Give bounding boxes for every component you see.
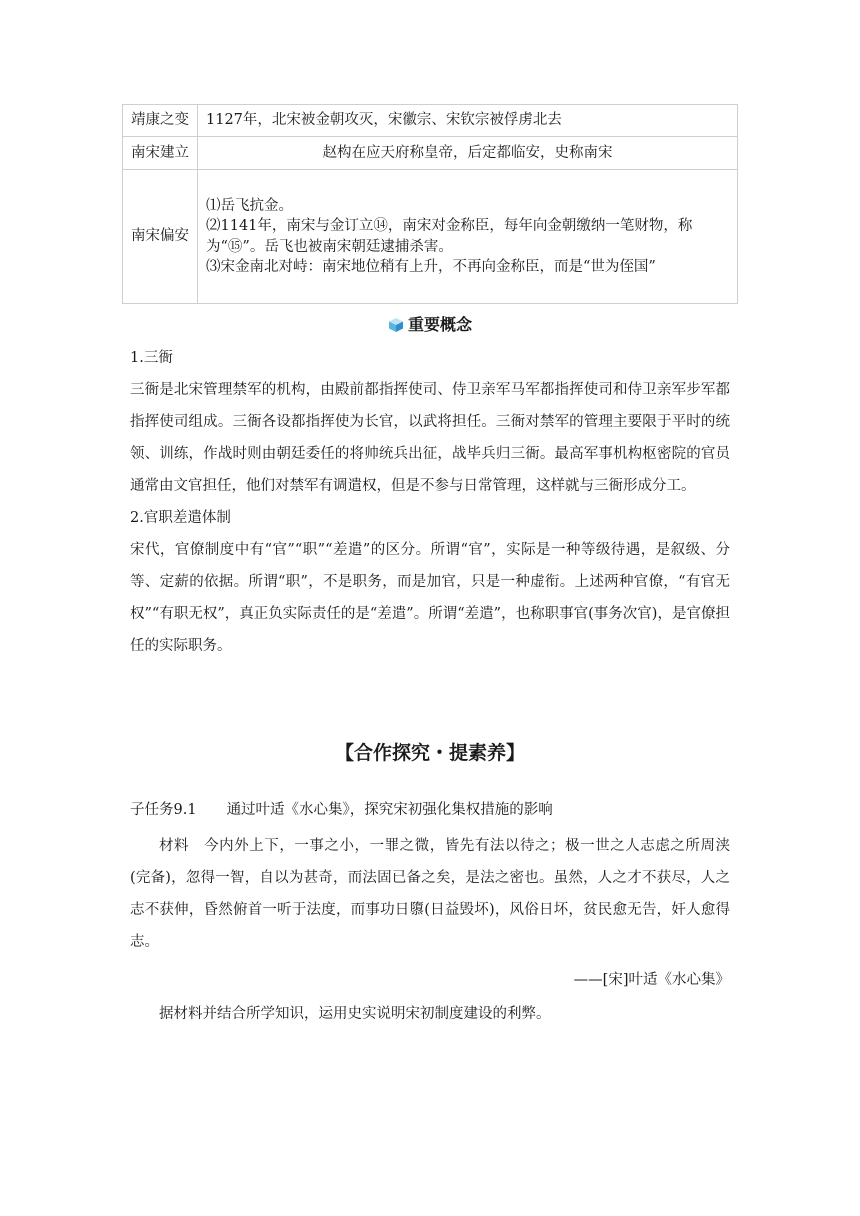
concept-title: 2.官职差遣体制 [130,510,231,526]
task-label: 子任务9.1 [130,802,197,818]
cube-icon [388,317,404,337]
question-text: 据材料并结合所学知识，运用史实说明宋初制度建设的利弊。 [159,1006,551,1022]
table-row [123,137,738,170]
row-key: 南宋偏安 [123,170,198,304]
concepts-heading-text: 重要概念 [407,315,472,334]
material-block [130,830,730,958]
material-text: 材料 今内外上下，一事之小，一罪之微，皆先有法以待之；极一世之人志虑之所周浃(完备)，忽得一智，自以为甚奇，而法固已备之矣，是法之密也。虽然，人之才不获尽，人之志不获伸，昏然俯首一听于法度，而事功日隳(日益毁坏)，风俗日坏，贫民愈无告，奸人愈得志。 [130,838,730,950]
material-source: ——[宋]叶适《水心集》 [573,972,730,988]
row-value: 赵构在应天府称皇帝，后定都临安，史称南宋 [198,137,738,170]
row-value: 1127年，北宋被金朝攻灭，宋徽宗、宋钦宗被俘虏北去 [198,105,738,137]
concept-paragraph: 宋代，官僚制度中有“官”“职”“差遣”的区分。所谓“官”，实际是一种等级待遇，是叙级、分等、定薪的依据。所谓“职”，不是职务，而是加官，只是一种虚衔。上述两种官僚，“有官无权”“有职无权”，真正负实际责任的是“差遣”。所谓“差遣”，也称职事官(事务次官)，是官僚担任的实际职务。 [130,542,730,654]
concepts-body [130,342,730,662]
table-row [123,170,738,304]
table-row [123,105,738,137]
cooperation-heading: 【合作探究・提素养】 [334,742,525,764]
concept-title: 1.三衙 [130,350,173,366]
row-key: 靖康之变 [123,105,198,137]
task-title: 通过叶适《水心集》，探究宋初强化集权措施的影响 [226,802,553,818]
concepts-heading [0,312,860,337]
row-value-list [198,170,738,304]
row-key: 南宋建立 [123,137,198,170]
list-item: ⑵1141年，南宋与金订立⑭，南宋对金称臣，每年向金朝缴纳一笔财物，称为“⑮”。岳飞也被南宋朝廷逮捕杀害。 [206,218,693,255]
list-item: ⑶宋金南北对峙：南宋地位稍有上升，不再向金称臣，而是“世为侄国” [206,258,656,275]
concept-paragraph: 三衙是北宋管理禁军的机构，由殿前都指挥使司、侍卫亲军马军都指挥使司和侍卫亲军步军都指挥使司组成。三衙各设都指挥使为长官，以武将担任。三衙对禁军的管理主要限于平时的统领、训练，作战时则由朝廷委任的将帅统兵出征，战毕兵归三衙。最高军事机构枢密院的官员通常由文官担任，他们对禁军有调遣权，但是不参与日常管理，这样就与三衙形成分工。 [130,382,730,494]
task-line [130,798,553,819]
list-item: ⑴岳飞抗金。 [206,197,293,214]
history-table [122,104,738,304]
